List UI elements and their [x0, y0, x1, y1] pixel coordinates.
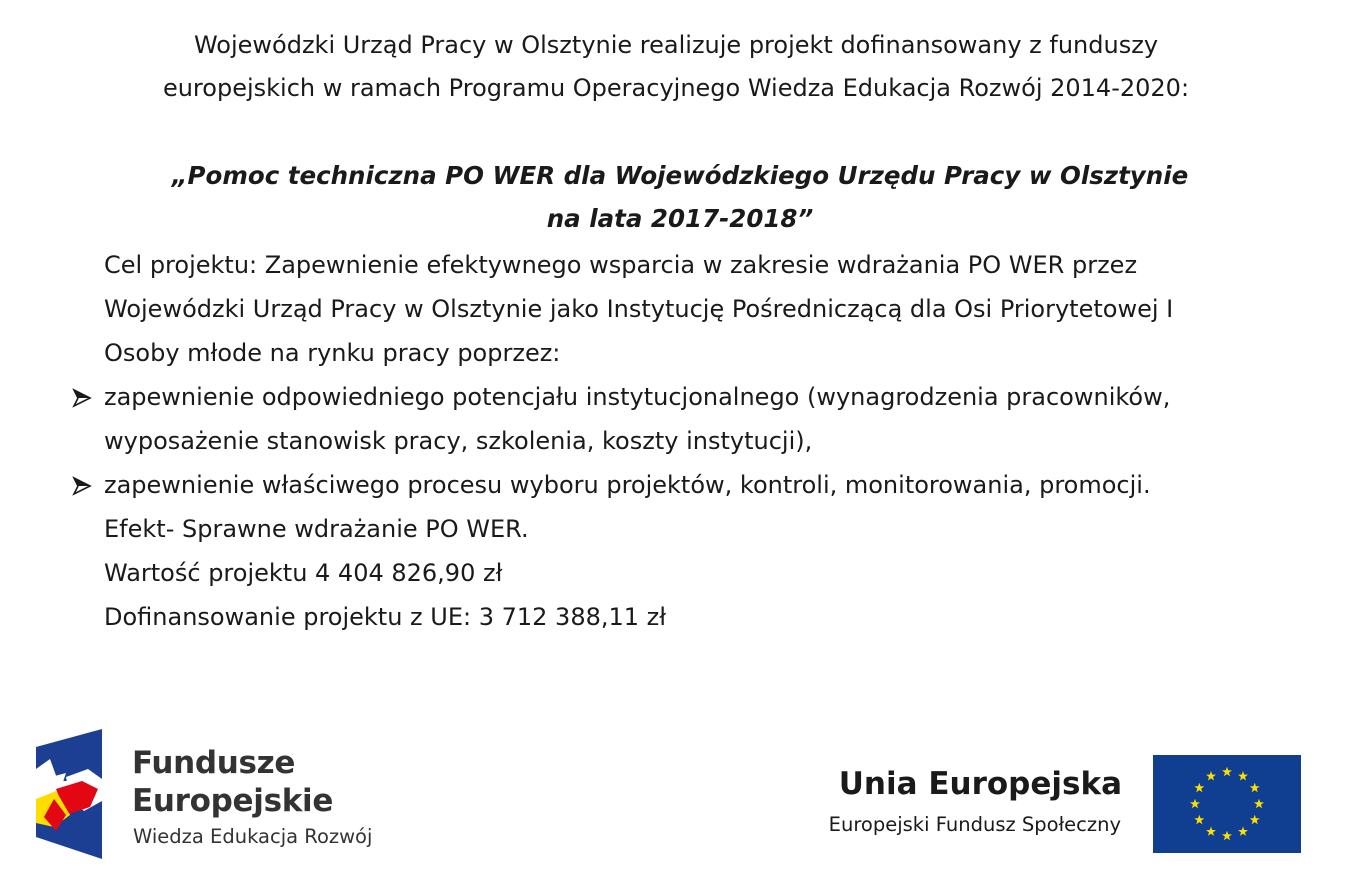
goal-line-1: Cel projektu: Zapewnienie efektywnego wsparcia w zakresie wdrażania PO WER przez [104, 251, 1138, 279]
intro-text [0, 24, 1352, 110]
project-title-line-2: na lata 2017-2018” [546, 204, 814, 233]
cofinancing-line: Dofinansowanie projektu z UE: 3 712 388,11 zł [104, 603, 667, 631]
intro-line-2: europejskich w ramach Programu Operacyjnego Wiedza Edukacja Rozwój 2014-2020: [162, 74, 1190, 102]
eu-flag-icon [1153, 755, 1301, 853]
fe-logo-line-2: Europejskie [132, 783, 334, 819]
bullet-item-1-continued: wyposażenie stanowisk pracy, szkolenia, koszty instytucji), [104, 427, 813, 455]
project-description [104, 243, 1324, 639]
arrowhead-bullet-icon [72, 375, 96, 419]
fe-logo-line-3: Wiedza Edukacja Rozwój [133, 825, 373, 848]
project-title-line-1: „Pomoc techniczna PO WER dla Wojewódzkiego Urzędu Pracy w Olsztynie [171, 161, 1189, 190]
bullet-item-1-text: zapewnienie odpowiedniego potencjału instytucjonalnego (wynagrodzenia pracowników, [104, 383, 1171, 411]
fe-logo-line-1: Fundusze [132, 745, 296, 781]
project-value-line: Wartość projektu 4 404 826,90 zł [104, 559, 503, 587]
intro-line-1: Wojewódzki Urząd Pracy w Olsztynie realizuje projekt dofinansowany z funduszy [193, 31, 1159, 59]
goal-line-3: Osoby młode na rynku pracy poprzez: [104, 339, 561, 367]
ue-logo-subtitle: Europejski Fundusz Społeczny [828, 813, 1121, 836]
ue-logo-title: Unia Europejska [838, 766, 1122, 802]
bullet-item-2-text: zapewnienie właściwego procesu wyboru projektów, kontroli, monitorowania, promocji. [104, 471, 1151, 499]
arrowhead-bullet-icon [72, 463, 96, 507]
effect-line: Efekt- Sprawne wdrażanie PO WER. [104, 515, 529, 543]
goal-line-2: Wojewódzki Urząd Pracy w Olsztynie jako Instytucję Pośredniczącą dla Osi Priorytetowej I [104, 295, 1174, 323]
project-title [0, 154, 1352, 240]
bullet-item-2 [104, 463, 1324, 507]
fundusze-europejskie-star-icon [36, 729, 108, 859]
bullet-item-1 [104, 375, 1324, 419]
